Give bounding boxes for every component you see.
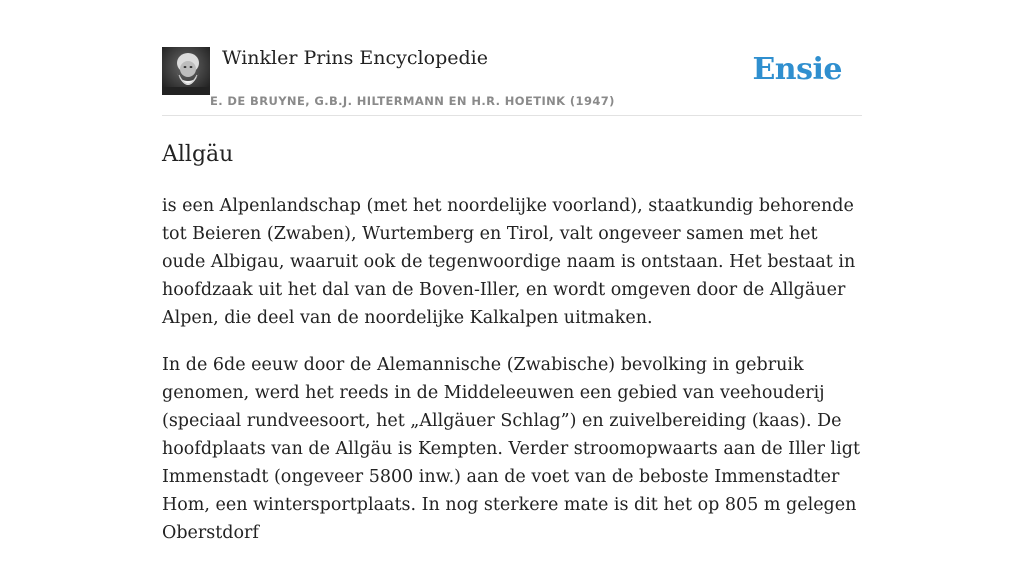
ensie-logo[interactable]: Ensie [752,52,842,87]
entry-body [162,192,862,547]
entry-header [162,0,862,116]
bearded-man-portrait-icon [162,47,210,95]
publication-title[interactable]: Winkler Prins Encyclopedie [222,47,488,69]
entry-title: Allgäu [162,142,234,167]
content-column [162,0,862,566]
entry-paragraph: is een Alpenlandschap (met het noordelijke voorland), staatkundig behorende tot Beieren (Zwaben), Wurtemberg en Tirol, valt ongeveer samen met het oude Albigau, waaruit ook de tegenwoordige naam is ontstaan. Het bestaat in hoofdzaak uit het dal van de Boven-Iller, en wordt omgeven door de Allgäuer Alpen, die deel van de noordelijke Kalkalpen uitmaken. [162,196,856,328]
publication-authors: E. DE BRUYNE, G.B.J. HILTERMANN EN H.R. HOETINK (1947) [210,94,615,108]
author-avatar[interactable] [162,47,210,95]
entry-paragraph: In de 6de eeuw door de Alemannische (Zwabische) bevolking in gebruik genomen, werd het reeds in de Middeleeuwen een gebied van veehouderij (speciaal rundveesoort, het „Allgäuer Schlag”) en zuivelbereiding (kaas). De hoofdplaats van de Allgäu is Kempten. Verder stroomopwaarts aan de Iller ligt Immenstadt (ongeveer 5800 inw.) aan de voet van de beboste Immenstadter Hom, een wintersportplaats. In nog sterkere mate is dit het op 805 m gelegen Oberstdorf [162,355,860,543]
